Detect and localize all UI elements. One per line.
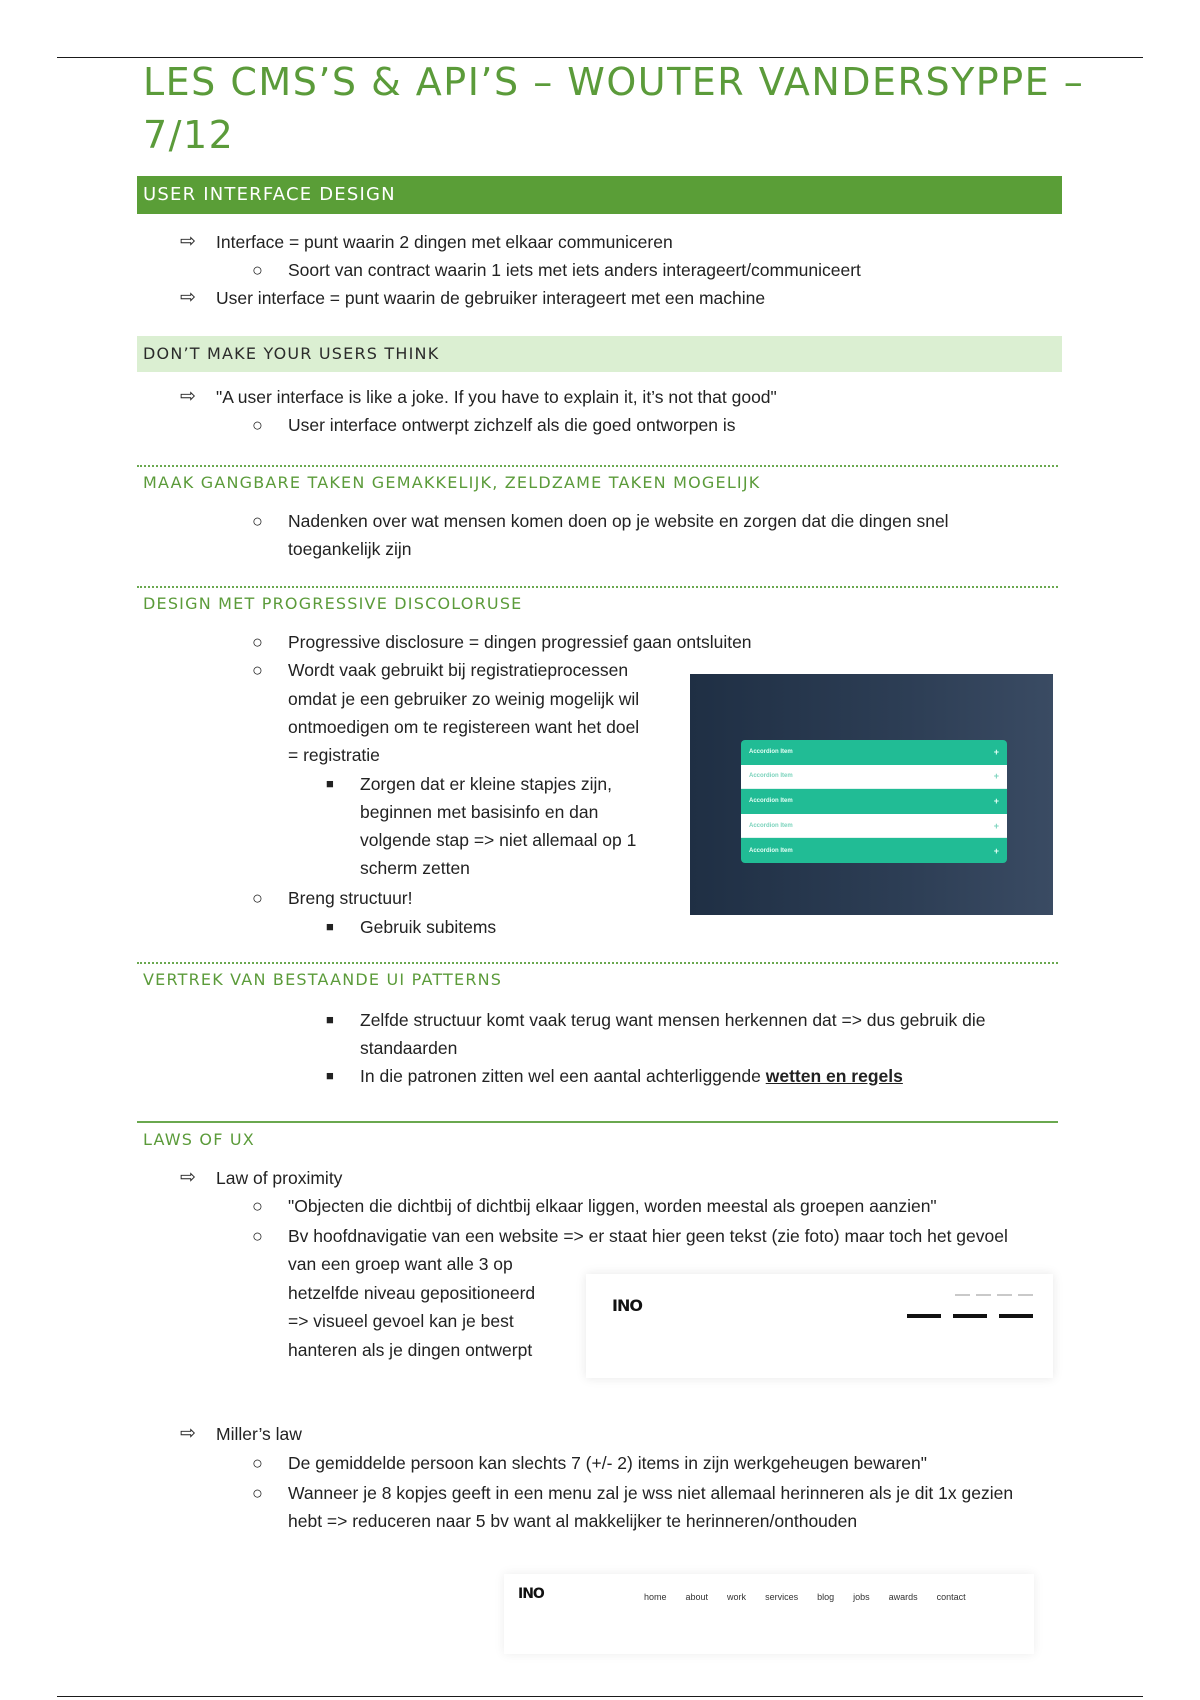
- list-item: "A user interface is like a joke. If you have to explain it, it’s not that good": [216, 387, 777, 407]
- wetten-en-regels-link[interactable]: wetten en regels: [765, 1066, 903, 1086]
- list-item: Wordt vaak gebruikt bij registratieprocessen: [288, 660, 629, 680]
- arrow-bullet-icon: ⇨: [180, 1167, 196, 1188]
- list-item-continuation: van een groep want alle 3 op: [288, 1254, 513, 1274]
- accordion-item: [741, 814, 1007, 839]
- nav-link-services: services: [765, 1592, 799, 1602]
- accordion-item: [741, 838, 1007, 863]
- section-heading-laws-of-ux: LAWS OF UX: [137, 1121, 1058, 1151]
- nav-link-jobs: jobs: [853, 1592, 870, 1602]
- arrow-bullet-icon: ⇨: [180, 1423, 196, 1444]
- plus-icon: +: [993, 796, 999, 807]
- accordion-item-label: Accordion Item: [749, 822, 793, 829]
- list-item: Interface = punt waarin 2 dingen met elkaar communiceren: [216, 232, 673, 252]
- nav-link-home: home: [644, 1592, 667, 1602]
- list-item-continuation: => visueel gevoel kan je best: [288, 1311, 514, 1331]
- section-heading-gangbare-taken: MAAK GANGBARE TAKEN GEMAKKELIJK, ZELDZAME TAKEN MOGELIJK: [137, 465, 1058, 495]
- circle-bullet-icon: ○: [252, 415, 263, 435]
- sub-list-item-continuation: beginnen met basisinfo en dan: [360, 802, 599, 822]
- list-item-continuation: hetzelfde niveau gepositioneerd: [288, 1283, 536, 1303]
- nav-bar: [953, 1314, 987, 1318]
- arrow-bullet-icon: ⇨: [180, 386, 196, 407]
- nav-bars: [907, 1314, 1033, 1318]
- nav-link-contact: contact: [936, 1592, 966, 1602]
- list-item: Law of proximity: [216, 1168, 343, 1188]
- section-heading-dont-make-think: DON’T MAKE YOUR USERS THINK: [137, 336, 1062, 372]
- square-bullet-icon: ■: [326, 919, 334, 934]
- sub-list-item: [360, 1062, 903, 1090]
- nav-bar: [907, 1314, 941, 1318]
- accordion-item-label: Accordion Item: [749, 798, 793, 805]
- list-item-continuation: toegankelijk zijn: [288, 539, 412, 559]
- plus-icon: +: [993, 820, 999, 831]
- list-item-continuation: omdat je een gebruiker zo weinig mogelijk wil: [288, 689, 640, 709]
- circle-bullet-icon: ○: [252, 260, 263, 280]
- section-heading-progressive: DESIGN MET PROGRESSIVE DISCOLORUSE: [137, 586, 1058, 616]
- accordion-item: [741, 765, 1007, 790]
- plus-icon: +: [993, 845, 999, 856]
- circle-bullet-icon: ○: [252, 1226, 263, 1246]
- circle-bullet-icon: ○: [252, 660, 263, 680]
- list-item: Progressive disclosure = dingen progressief gaan ontsluiten: [288, 632, 752, 652]
- nav-bar: [999, 1314, 1033, 1318]
- list-item-continuation: hanteren als je dingen ontwerpt: [288, 1340, 533, 1360]
- list-item: Bv hoofdnavigatie van een website => er staat hier geen tekst (zie foto) maar toch het gevoel: [288, 1226, 1008, 1246]
- list-item-continuation: ontmoedigen om te registereen want het doel: [288, 717, 640, 737]
- accordion-item-label: Accordion Item: [749, 749, 793, 756]
- section-heading-ui-patterns: VERTREK VAN BESTAANDE UI PATTERNS: [137, 962, 1058, 992]
- sub-list-item-continuation: volgende stap => niet allemaal op 1: [360, 830, 637, 850]
- circle-bullet-icon: ○: [252, 1196, 263, 1216]
- sub-list-item-continuation: standaarden: [360, 1038, 458, 1058]
- accordion-item-label: Accordion Item: [749, 773, 793, 780]
- circle-bullet-icon: ○: [252, 632, 263, 652]
- accordion-example-image: [690, 674, 1053, 915]
- circle-bullet-icon: ○: [252, 1483, 263, 1503]
- list-item: Miller’s law: [216, 1424, 302, 1444]
- navigation-example-image-links: [504, 1574, 1034, 1654]
- page-title: LES CMS’S & API’S – WOUTER VANDERSYPPE – 7/12: [143, 60, 1085, 157]
- sub-list-item-continuation: scherm zetten: [360, 858, 470, 878]
- arrow-bullet-icon: ⇨: [180, 287, 196, 308]
- list-item-continuation: = registratie: [288, 745, 380, 765]
- nav-link-work: work: [727, 1592, 747, 1602]
- sub-list-item: Gebruik subitems: [360, 917, 497, 937]
- sub-list-item: Zorgen dat er kleine stapjes zijn,: [360, 774, 612, 794]
- accordion-list: [741, 740, 1007, 863]
- arrow-bullet-icon: ⇨: [180, 231, 196, 252]
- placeholder-dashes: [955, 1294, 1033, 1296]
- nav-link-blog: blog: [817, 1592, 835, 1602]
- nav-link-about: about: [685, 1592, 709, 1602]
- circle-bullet-icon: ○: [252, 1453, 263, 1473]
- plus-icon: +: [993, 771, 999, 782]
- square-bullet-icon: ■: [326, 1012, 334, 1027]
- list-item: Breng structuur!: [288, 888, 413, 908]
- accordion-item: [741, 789, 1007, 814]
- accordion-item: [741, 740, 1007, 765]
- list-item: "Objecten die dichtbij of dichtbij elkaar liggen, worden meestal als groepen aanzien": [288, 1196, 937, 1216]
- circle-bullet-icon: ○: [252, 511, 263, 531]
- sub-list-item-text: In die patronen zitten wel een aantal achterliggende: [360, 1066, 761, 1086]
- section-heading-ui-design: USER INTERFACE DESIGN: [137, 176, 1062, 214]
- logo: INO: [518, 1586, 544, 1602]
- list-item: User interface = punt waarin de gebruiker interageert met een machine: [216, 288, 766, 308]
- list-item-continuation: hebt => reduceren naar 5 bv want al makkelijker te herinneren/onthouden: [288, 1511, 858, 1531]
- list-item: User interface ontwerpt zichzelf als die goed ontworpen is: [288, 415, 736, 435]
- sub-list-item: Zelfde structuur komt vaak terug want mensen herkennen dat => dus gebruik die: [360, 1010, 986, 1030]
- list-item: Wanneer je 8 kopjes geeft in een menu zal je wss niet allemaal herinneren als je dit 1x gezien: [288, 1483, 1014, 1503]
- square-bullet-icon: ■: [326, 1068, 334, 1083]
- nav-links: [644, 1592, 966, 1602]
- circle-bullet-icon: ○: [252, 888, 263, 908]
- list-item: Soort van contract waarin 1 iets met iets anders interageert/communiceert: [288, 260, 861, 280]
- logo: INO: [612, 1296, 642, 1315]
- plus-icon: +: [993, 747, 999, 758]
- bottom-rule: [57, 1696, 1143, 1697]
- nav-link-awards: awards: [888, 1592, 918, 1602]
- navigation-example-image-bars: [586, 1274, 1053, 1378]
- list-item: De gemiddelde persoon kan slechts 7 (+/- 2) items in zijn werkgeheugen bewaren": [288, 1453, 927, 1473]
- list-item: Nadenken over wat mensen komen doen op je website en zorgen dat die dingen snel: [288, 511, 949, 531]
- square-bullet-icon: ■: [326, 776, 334, 791]
- accordion-item-label: Accordion Item: [749, 847, 793, 854]
